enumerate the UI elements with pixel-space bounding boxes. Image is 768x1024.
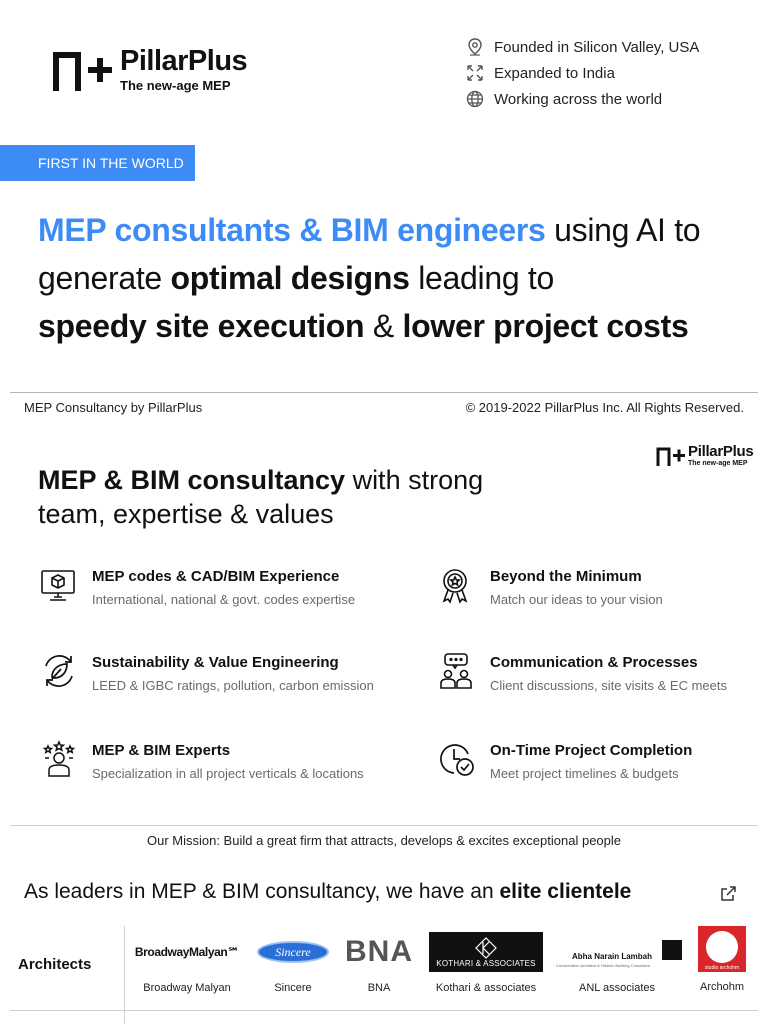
feature-mep-codes: [40, 566, 370, 610]
feature-desc: Meet project timelines & budgets: [490, 766, 679, 781]
client-anl: [552, 932, 682, 994]
bna-logo: [340, 932, 418, 972]
clock-check-icon: [438, 740, 476, 778]
logo-text: BroadwayMalyan℠: [134, 945, 240, 959]
expert-stars-icon: [40, 740, 78, 778]
mission-statement: Our Mission: Build a great firm that attracts, develops & excites exceptional people: [146, 833, 621, 848]
first-in-world-ribbon: FIRST IN THE WORLD: [0, 145, 195, 181]
copyright: © 2019-2022 PillarPlus Inc. All Rights Reserved.: [465, 400, 744, 415]
pillarplus-logo-icon: [656, 445, 688, 467]
client-name: Broadway Malyan: [143, 982, 231, 994]
feature-title: MEP codes & CAD/BIM Experience: [92, 568, 340, 585]
client-sincere: [254, 932, 332, 994]
client-kothari: [428, 932, 544, 994]
hero-text: leading to: [409, 260, 555, 296]
feature-desc: LEED & IGBC ratings, pollution, carbon emission: [92, 678, 374, 693]
logo-text: Abha Narain Lambah: [572, 952, 653, 961]
feature-sustainability: [40, 652, 374, 696]
feature-beyond-minimum: [438, 566, 768, 610]
hero-text: &: [364, 308, 403, 344]
brand-logo-small: [656, 444, 753, 468]
hero-bold: lower project costs: [402, 308, 689, 344]
sincere-logo: [254, 932, 332, 972]
fact-text: Founded in Silicon Valley, USA: [494, 38, 700, 56]
client-name: ANL associates: [578, 982, 656, 994]
section-title: [38, 463, 558, 531]
feature-desc: Client discussions, site visits & EC meets: [490, 678, 727, 693]
fact-expanded: [464, 60, 699, 86]
feature-title: On-Time Project Completion: [490, 742, 693, 759]
divider: [10, 825, 758, 826]
section-title-rest: with strong team, expertise & values: [38, 465, 484, 529]
company-facts: [464, 34, 699, 112]
broadway-malyan-logo: [130, 932, 244, 972]
clientele-heading: [24, 880, 631, 904]
logo-text: Sincere: [257, 941, 329, 963]
fact-text: Expanded to India: [494, 64, 615, 82]
divider: [10, 392, 758, 393]
feature-desc: Specialization in all project verticals & locations: [92, 766, 364, 781]
brand-name: PillarPlus: [688, 443, 754, 460]
hero-bold: speedy site execution: [38, 308, 365, 344]
brand-name: PillarPlus: [120, 45, 248, 77]
clientele-bold: elite clientele: [499, 880, 632, 903]
external-link-icon[interactable]: [719, 885, 737, 903]
brand-tagline: The new-age MEP: [120, 78, 231, 93]
kothari-emblem-icon: [475, 937, 497, 959]
page-caption: MEP Consultancy by PillarPlus: [24, 400, 203, 415]
clientele-text: As leaders in MEP & BIM consultancy, we have an: [24, 880, 500, 903]
feature-desc: Match our ideas to your vision: [490, 592, 663, 607]
client-broadway-malyan: [130, 932, 244, 994]
client-name: Archohm: [699, 981, 745, 993]
location-pin-icon: [464, 36, 486, 58]
logo-text: KOTHARI & ASSOCIATES: [436, 958, 536, 968]
expand-arrows-icon: [464, 62, 486, 84]
logo-text: BNA: [345, 935, 413, 968]
client-name: BNA: [367, 982, 391, 994]
hero-highlight: MEP consultants & BIM engineers: [38, 212, 546, 248]
fact-world: [464, 86, 699, 112]
feature-title: MEP & BIM Experts: [92, 742, 231, 759]
fact-text: Working across the world: [494, 90, 663, 108]
feature-desc: International, national & govt. codes expertise: [92, 592, 356, 607]
hero-bold: optimal designs: [170, 260, 410, 296]
feature-title: Communication & Processes: [490, 654, 698, 671]
feature-on-time: [438, 740, 768, 784]
anl-logo: [552, 932, 682, 972]
divider: [10, 1010, 758, 1011]
client-category-label: Architects: [18, 956, 92, 973]
kothari-logo: [428, 932, 544, 972]
logo-subtext: Conservation Architect & Historic Building Consultant: [556, 963, 650, 968]
client-archohm: [692, 926, 752, 993]
team-chat-icon: [438, 652, 476, 690]
hero-text: using AI to generate: [38, 212, 701, 296]
feature-communication: [438, 652, 768, 696]
monitor-cube-icon: [40, 566, 78, 604]
client-name: Kothari & associates: [435, 982, 537, 994]
eco-leaf-cycle-icon: [40, 652, 78, 690]
logo-text: studio archohm: [704, 965, 740, 971]
client-name: Sincere: [274, 982, 312, 994]
section-title-bold: MEP & BIM consultancy: [38, 465, 346, 495]
brand-logo[interactable]: [52, 46, 247, 94]
feature-title: Sustainability & Value Engineering: [92, 654, 339, 671]
anl-square-mark: [662, 940, 682, 960]
hero-headline: [38, 206, 758, 350]
archohm-logo: [692, 926, 752, 972]
fact-founded: [464, 34, 699, 60]
archohm-circle-mark: [706, 931, 738, 963]
brand-tagline: The new-age MEP: [688, 460, 748, 467]
client-bna: [340, 932, 418, 994]
award-ribbon-icon: [438, 566, 476, 604]
globe-icon: [464, 88, 486, 110]
feature-experts: [40, 740, 370, 784]
feature-title: Beyond the Minimum: [490, 568, 642, 585]
pillarplus-logo-icon: [52, 47, 116, 93]
